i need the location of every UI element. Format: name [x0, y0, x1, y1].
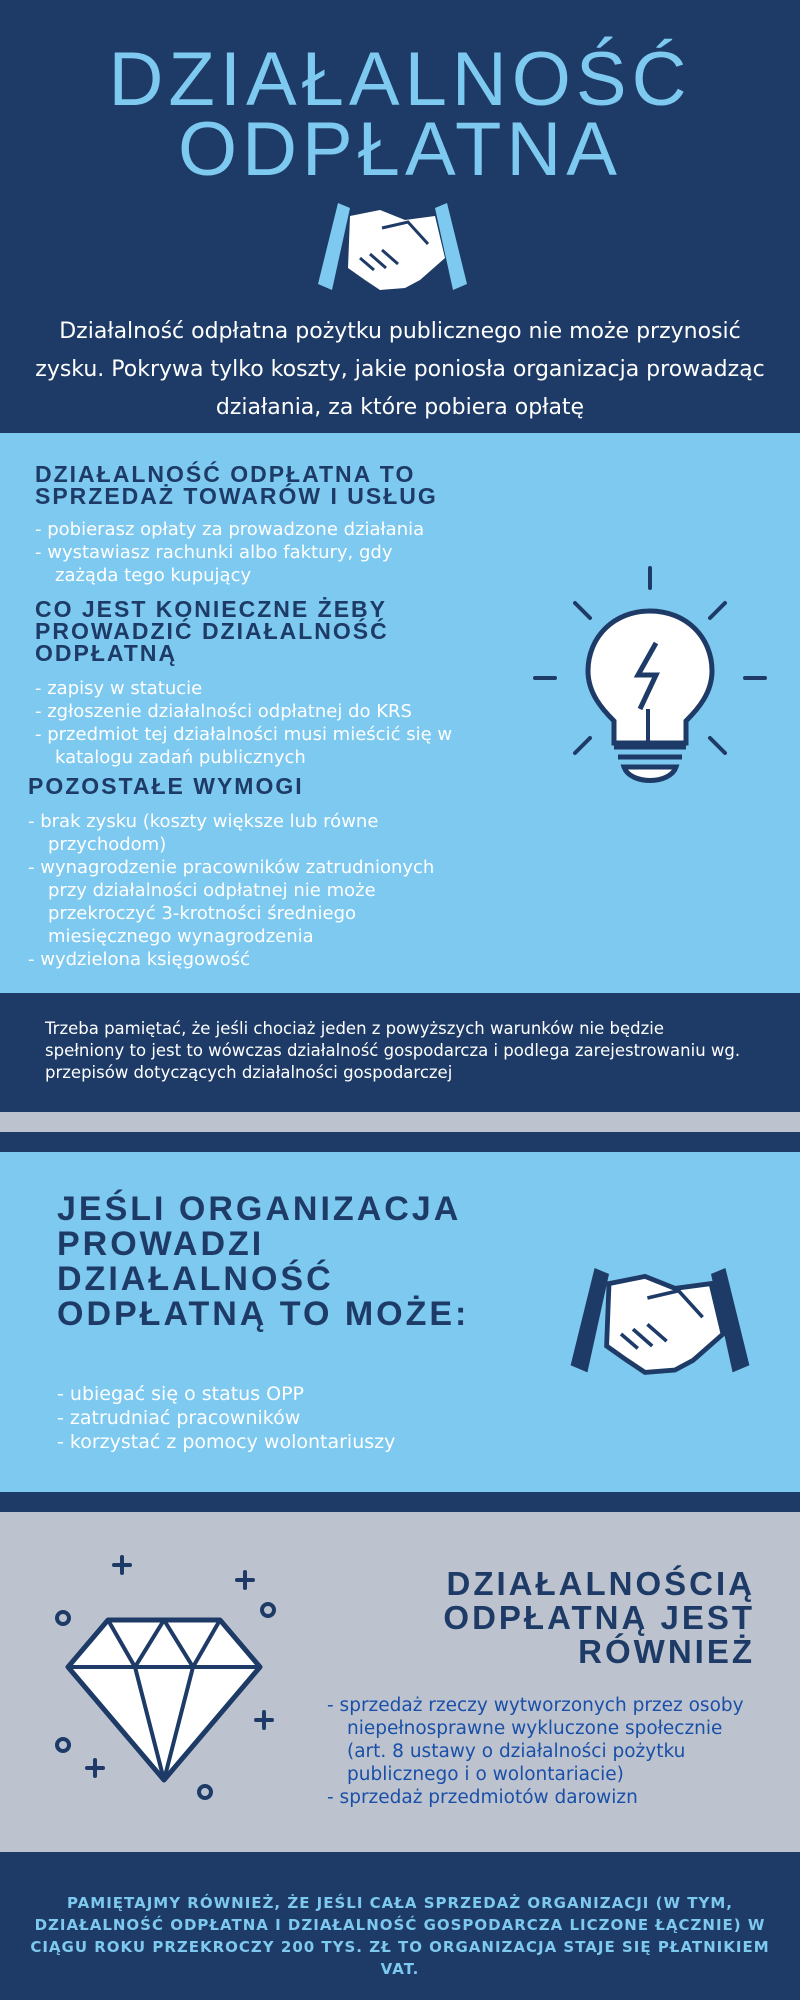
list-item: - zatrudniać pracowników — [57, 1407, 301, 1429]
heading-other-requirements: POZOSTAŁE WYMOGI — [28, 773, 304, 799]
list-item: - korzystać z pomocy wolontariuszy — [57, 1431, 396, 1453]
list-benefits — [57, 1382, 477, 1454]
list-item: - zgłoszenie działalności odpłatnej do KRS — [35, 701, 412, 722]
divider-band — [0, 1132, 800, 1152]
list-item: - przedmiot tej działalności musi mieścić się w katalogu zadań publicznych — [35, 724, 453, 768]
heading-paid-activity: DZIAŁALNOŚĆ ODPŁATNA TO SPRZEDAŻ TOWARÓW I USŁUG — [35, 461, 438, 509]
list-item: - zapisy w statucie — [35, 678, 203, 699]
list-item: - brak zysku (koszty większe lub równe przychodom) — [28, 811, 379, 855]
header-section — [0, 0, 800, 433]
footer-section — [0, 1852, 800, 2000]
list-item: - sprzedaż przedmiotów darowizn — [327, 1787, 638, 1808]
divider-strip — [0, 1112, 800, 1132]
list-requirements — [35, 677, 455, 769]
heading-benefits: JEŚLI ORGANIZACJA PROWADZI DZIAŁALNOŚĆ ODPŁATNĄ TO MOŻE: — [57, 1190, 470, 1333]
list-item: - pobierasz opłaty za prowadzone działania — [35, 519, 425, 540]
list-other-requirements — [28, 810, 458, 971]
handshake-icon — [560, 1262, 760, 1382]
also-paid-section — [0, 1512, 800, 1852]
lightbulb-icon — [530, 563, 770, 803]
requirements-section — [0, 433, 800, 993]
handshake-icon — [310, 198, 475, 298]
benefits-section — [0, 1152, 800, 1492]
list-item: - wynagrodzenie pracowników zatrudnionych przy działalności odpłatnej nie może przekroczyć 3-krotności średniego miesięcznego wynagrodzenia — [28, 857, 435, 947]
warning-section — [0, 993, 800, 1112]
diamond-icon — [50, 1552, 290, 1812]
page-title-line1: DZIAŁALNOŚĆ — [108, 37, 692, 122]
list-paid-activity — [35, 518, 455, 587]
list-item: - wydzielona księgowość — [28, 949, 251, 970]
warning-text: Trzeba pamiętać, że jeśli chociaż jeden z powyższych warunków nie będzie spełniony to jest to wówczas działalność gospodarcza i podlega zarejestrowaniu wg. przepisów dotyczących działalności gospodarczej — [45, 1019, 741, 1082]
heading-requirements: CO JEST KONIECZNE ŻEBY PROWADZIĆ DZIAŁALNOŚĆ ODPŁATNĄ — [35, 596, 389, 666]
divider-band-2 — [0, 1492, 800, 1512]
intro-text: Działalność odpłatna pożytku publicznego nie może przynosić zysku. Pokrywa tylko koszty, jakie poniosła organizacja prowadząc działania, za które pobiera opłatę — [35, 319, 765, 420]
footer-vat-note: PAMIĘTAJMY RÓWNIEŻ, ŻE JEŚLI CAŁA SPRZEDAŻ ORGANIZACJI (W TYM, DZIAŁALNOŚĆ ODPŁATNA I DZIAŁALNOŚĆ GOSPODARCZA LICZONE ŁĄCZNIE) W CIĄGU ROKU PRZEKROCZY 200 TYS. ZŁ TO ORGANIZACJA STAJE SIĘ PŁATNIKIEM VAT. — [30, 1894, 770, 1978]
page-title-line2: ODPŁATNA — [177, 107, 622, 192]
heading-also-paid: DZIAŁALNOŚCIĄ ODPŁATNĄ JEST RÓWNIEŻ — [443, 1565, 755, 1670]
list-item: - wystawiasz rachunki albo faktury, gdy zażąda tego kupujący — [35, 542, 393, 586]
list-item: - sprzedaż rzeczy wytworzonych przez osoby niepełnosprawne wykluczone społecznie (art. 8 ustawy o działalności pożytku publicznego i o wolontariacie) — [327, 1695, 744, 1785]
list-item: - ubiegać się o status OPP — [57, 1383, 305, 1405]
list-also-paid — [327, 1694, 747, 1809]
